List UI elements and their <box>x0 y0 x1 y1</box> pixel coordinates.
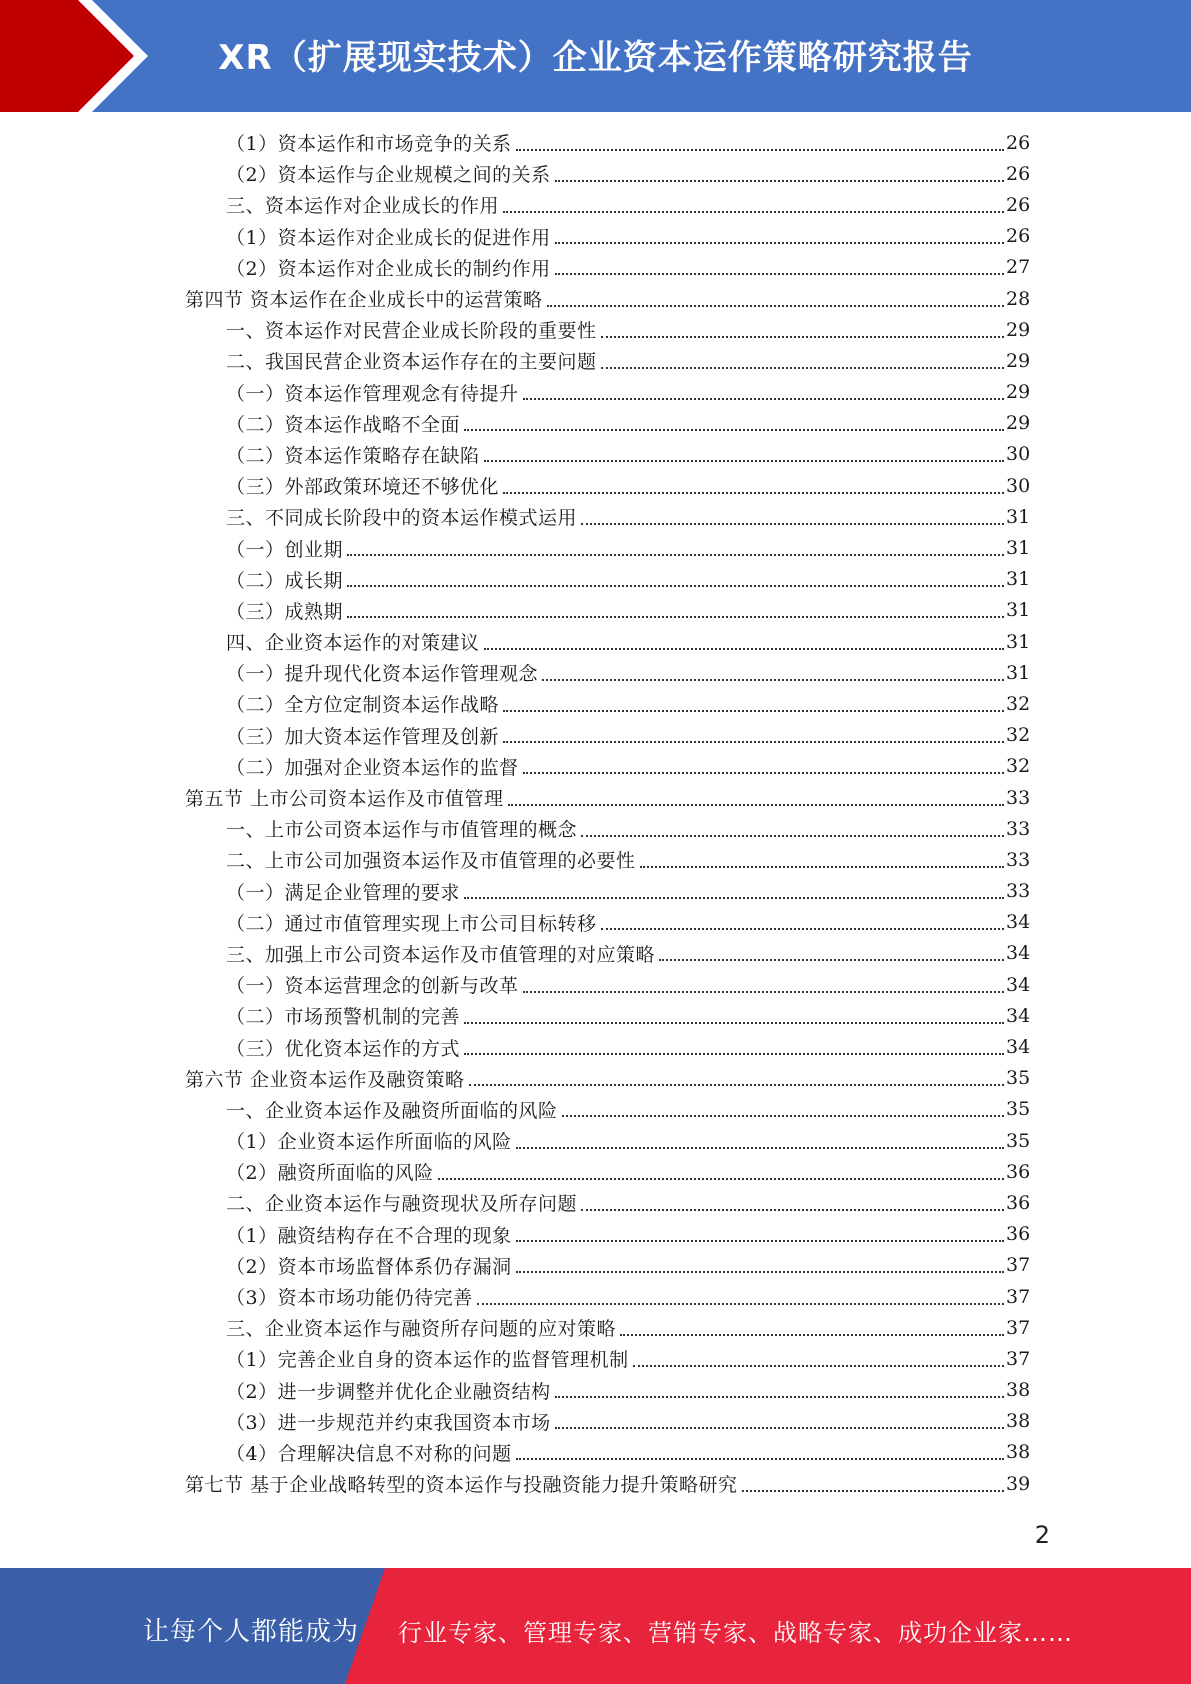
toc-entry[interactable] <box>0 1343 1191 1374</box>
toc-entry-page: 27 <box>1006 256 1031 279</box>
toc-entry[interactable] <box>0 720 1191 751</box>
report-title: XR（扩展现实技术）企业资本运作策略研究报告 <box>218 38 973 78</box>
toc-entry-title: （二）资本运作策略存在缺陷 <box>226 444 480 467</box>
toc-entry[interactable] <box>0 782 1191 813</box>
toc-entry[interactable] <box>0 1063 1191 1094</box>
toc-entry-title: （二）全方位定制资本运作战略 <box>226 694 500 717</box>
toc-entry-title: （1）资本运作和市场竞争的关系 <box>226 133 512 156</box>
toc-entry-title: （二）资本运作战略不全面 <box>226 413 461 436</box>
toc-entry-title: （3）资本市场功能仍待完善 <box>226 1287 473 1310</box>
toc-entry-page: 28 <box>1006 287 1031 310</box>
toc-entry-title: （4）合理解决信息不对称的问题 <box>226 1442 512 1465</box>
toc-dot-leader <box>547 305 1004 307</box>
toc-entry[interactable] <box>0 938 1191 969</box>
toc-entry-title: 四、企业资本运作的对策建议 <box>226 632 480 655</box>
toc-dot-leader <box>438 1178 1004 1180</box>
toc-entry-title: 三、加强上市公司资本运作及市值管理的对应策略 <box>226 943 656 966</box>
toc-entry[interactable] <box>0 1250 1191 1281</box>
toc-entry-page: 31 <box>1006 661 1031 684</box>
toc-dot-leader <box>555 242 1004 244</box>
toc-entry[interactable] <box>0 408 1191 439</box>
toc-entry[interactable] <box>0 1468 1191 1499</box>
toc-entry-title: （二）成长期 <box>226 569 344 592</box>
toc-entry-title: 三、不同成长阶段中的资本运作模式运用 <box>226 507 578 530</box>
toc-entry-page: 37 <box>1006 1254 1031 1277</box>
toc-dot-leader <box>503 492 1004 494</box>
toc-dot-leader <box>347 585 1004 587</box>
toc-entry[interactable] <box>0 345 1191 376</box>
page-number: 2 <box>1034 1521 1050 1549</box>
toc-entry[interactable] <box>0 1375 1191 1406</box>
toc-entry-title: （二）加强对企业资本运作的监督 <box>226 756 519 779</box>
toc-entry-page: 37 <box>1006 1316 1031 1339</box>
toc-entry-title: 一、企业资本运作及融资所面临的风险 <box>226 1099 558 1122</box>
toc-dot-leader <box>633 1365 1004 1367</box>
toc-entry-page: 33 <box>1006 817 1031 840</box>
toc-entry-title: （一）满足企业管理的要求 <box>226 881 461 904</box>
toc-entry-page: 32 <box>1006 724 1031 747</box>
toc-entry[interactable] <box>0 907 1191 938</box>
toc-entry[interactable] <box>0 1000 1191 1031</box>
toc-entry-page: 29 <box>1006 381 1031 404</box>
toc-entry-page: 32 <box>1006 755 1031 778</box>
toc-entry-page: 34 <box>1006 1036 1031 1059</box>
toc-entry[interactable] <box>0 532 1191 563</box>
toc-entry-title: （2）融资所面临的风险 <box>226 1162 434 1185</box>
toc-dot-leader <box>562 1115 1004 1117</box>
toc-entry-title: （一）创业期 <box>226 538 344 561</box>
toc-dot-leader <box>620 1334 1004 1336</box>
toc-entry-title: （1）资本运作对企业成长的促进作用 <box>226 226 551 249</box>
toc-entry-title: （2）资本运作与企业规模之间的关系 <box>226 164 551 187</box>
toc-entry-page: 34 <box>1006 1004 1031 1027</box>
toc-entry-page: 29 <box>1006 412 1031 435</box>
toc-entry-title: 第六节 企业资本运作及融资策略 <box>185 1068 465 1091</box>
toc-dot-leader <box>484 648 1004 650</box>
toc-entry-page: 36 <box>1006 1160 1031 1183</box>
toc-dot-leader <box>555 180 1004 182</box>
toc-entry-page: 38 <box>1006 1441 1031 1464</box>
toc-entry-page: 26 <box>1006 131 1031 154</box>
toc-entry[interactable] <box>0 377 1191 408</box>
toc-entry-page: 33 <box>1006 848 1031 871</box>
toc-entry[interactable] <box>0 1094 1191 1125</box>
toc-entry-page: 34 <box>1006 911 1031 934</box>
toc-dot-leader <box>581 1209 1004 1211</box>
toc-entry[interactable] <box>0 127 1191 158</box>
toc-dot-leader <box>581 835 1004 837</box>
toc-dot-leader <box>516 1458 1004 1460</box>
toc-entry[interactable] <box>0 283 1191 314</box>
toc-entry-page: 38 <box>1006 1410 1031 1433</box>
toc-entry-title: （2）资本市场监督体系仍存漏洞 <box>226 1255 512 1278</box>
toc-entry-title: 一、资本运作对民营企业成长阶段的重要性 <box>226 320 597 343</box>
toc-dot-leader <box>464 1022 1004 1024</box>
toc-dot-leader <box>542 679 1004 681</box>
toc-entry-page: 31 <box>1006 505 1031 528</box>
toc-entry-title: （三）加大资本运作管理及创新 <box>226 725 500 748</box>
toc-entry[interactable] <box>0 1281 1191 1312</box>
toc-entry-page: 37 <box>1006 1285 1031 1308</box>
toc-entry-page: 38 <box>1006 1379 1031 1402</box>
toc-entry-title: 第四节 资本运作在企业成长中的运营策略 <box>185 289 543 312</box>
toc-entry-title: 二、企业资本运作与融资现状及所存问题 <box>226 1193 578 1216</box>
toc-entry[interactable] <box>0 1219 1191 1250</box>
toc-entry-page: 35 <box>1006 1098 1031 1121</box>
toc-entry-title: （2）进一步调整并优化企业融资结构 <box>226 1380 551 1403</box>
toc-dot-leader <box>523 772 1004 774</box>
toc-entry-page: 31 <box>1006 630 1031 653</box>
toc-dot-leader <box>516 1147 1004 1149</box>
toc-entry[interactable] <box>0 1156 1191 1187</box>
toc-entry-title: 三、资本运作对企业成长的作用 <box>226 195 500 218</box>
table-of-contents <box>0 127 1191 1499</box>
toc-entry-title: 三、企业资本运作与融资所存问题的应对策略 <box>226 1318 617 1341</box>
page-header <box>0 0 1191 112</box>
toc-entry[interactable] <box>0 1125 1191 1156</box>
toc-entry-title: （3）进一步规范并约束我国资本市场 <box>226 1411 551 1434</box>
toc-entry-title: （三）成熟期 <box>226 600 344 623</box>
toc-entry-title: （二）市场预警机制的完善 <box>226 1006 461 1029</box>
toc-entry[interactable] <box>0 1187 1191 1218</box>
toc-entry[interactable] <box>0 969 1191 1000</box>
toc-dot-leader <box>523 398 1004 400</box>
toc-entry[interactable] <box>0 252 1191 283</box>
toc-dot-leader <box>555 1427 1004 1429</box>
toc-entry-page: 31 <box>1006 537 1031 560</box>
toc-dot-leader <box>464 1053 1004 1055</box>
toc-entry-title: （1）融资结构存在不合理的现象 <box>226 1224 512 1247</box>
toc-entry-title: 一、上市公司资本运作与市值管理的概念 <box>226 819 578 842</box>
toc-entry-page: 30 <box>1006 474 1031 497</box>
toc-entry-page: 29 <box>1006 318 1031 341</box>
toc-entry-title: 第七节 基于企业战略转型的资本运作与投融资能力提升策略研究 <box>185 1474 738 1497</box>
toc-entry[interactable] <box>0 1031 1191 1062</box>
toc-entry[interactable] <box>0 876 1191 907</box>
toc-dot-leader <box>464 429 1004 431</box>
toc-entry-page: 29 <box>1006 349 1031 372</box>
toc-dot-leader <box>523 991 1004 993</box>
toc-dot-leader <box>484 460 1004 462</box>
toc-entry[interactable] <box>0 1312 1191 1343</box>
toc-entry[interactable] <box>0 158 1191 189</box>
toc-entry[interactable] <box>0 1437 1191 1468</box>
footer-slogan-left: 让每个人都能成为 <box>143 1617 360 1647</box>
toc-dot-leader <box>555 273 1004 275</box>
toc-dot-leader <box>347 554 1004 556</box>
toc-dot-leader <box>601 928 1004 930</box>
toc-entry-page: 31 <box>1006 599 1031 622</box>
toc-entry-page: 39 <box>1006 1472 1031 1495</box>
toc-entry-page: 35 <box>1006 1067 1031 1090</box>
toc-dot-leader <box>555 1396 1004 1398</box>
toc-dot-leader <box>464 897 1004 899</box>
toc-dot-leader <box>477 1303 1004 1305</box>
toc-entry-title: （1）完善企业自身的资本运作的监督管理机制 <box>226 1349 629 1372</box>
toc-entry-page: 34 <box>1006 942 1031 965</box>
toc-entry-title: 二、我国民营企业资本运作存在的主要问题 <box>226 351 597 374</box>
toc-entry-page: 33 <box>1006 880 1031 903</box>
toc-entry[interactable] <box>0 813 1191 844</box>
toc-entry-page: 26 <box>1006 193 1031 216</box>
toc-entry-title: （三）外部政策环境还不够优化 <box>226 476 500 499</box>
toc-entry-page: 36 <box>1006 1223 1031 1246</box>
toc-entry[interactable] <box>0 751 1191 782</box>
toc-entry[interactable] <box>0 1406 1191 1437</box>
toc-dot-leader <box>503 741 1004 743</box>
toc-entry-title: 二、上市公司加强资本运作及市值管理的必要性 <box>226 850 636 873</box>
toc-entry[interactable] <box>0 501 1191 532</box>
toc-entry-title: （1）企业资本运作所面临的风险 <box>226 1131 512 1154</box>
toc-dot-leader <box>659 959 1004 961</box>
toc-dot-leader <box>516 1240 1004 1242</box>
toc-entry-page: 26 <box>1006 162 1031 185</box>
toc-entry-title: （一）资本运营理念的创新与改革 <box>226 975 519 998</box>
toc-entry-page: 35 <box>1006 1129 1031 1152</box>
toc-dot-leader <box>601 336 1004 338</box>
toc-entry-page: 36 <box>1006 1191 1031 1214</box>
toc-entry[interactable] <box>0 221 1191 252</box>
toc-entry-page: 30 <box>1006 443 1031 466</box>
toc-dot-leader <box>742 1490 1004 1492</box>
toc-entry-title: （2）资本运作对企业成长的制约作用 <box>226 257 551 280</box>
toc-entry-page: 34 <box>1006 973 1031 996</box>
page-footer <box>0 1568 1191 1684</box>
toc-entry[interactable] <box>0 844 1191 875</box>
toc-entry[interactable] <box>0 439 1191 470</box>
toc-dot-leader <box>469 1084 1004 1086</box>
toc-entry-title: （二）通过市值管理实现上市公司目标转移 <box>226 912 597 935</box>
toc-entry-page: 33 <box>1006 786 1031 809</box>
toc-entry-page: 26 <box>1006 225 1031 248</box>
toc-dot-leader <box>640 866 1004 868</box>
toc-entry-page: 31 <box>1006 568 1031 591</box>
toc-entry-title: （一）资本运作管理观念有待提升 <box>226 382 519 405</box>
toc-dot-leader <box>516 1271 1004 1273</box>
toc-dot-leader <box>347 616 1004 618</box>
toc-entry[interactable] <box>0 189 1191 220</box>
footer-slogan-right: 行业专家、管理专家、营销专家、战略专家、成功企业家…… <box>398 1619 1073 1647</box>
toc-dot-leader <box>601 367 1004 369</box>
toc-entry[interactable] <box>0 626 1191 657</box>
toc-entry-page: 32 <box>1006 692 1031 715</box>
toc-entry[interactable] <box>0 595 1191 626</box>
toc-entry[interactable] <box>0 314 1191 345</box>
toc-entry-title: （一）提升现代化资本运作管理观念 <box>226 663 539 686</box>
toc-dot-leader <box>503 211 1004 213</box>
toc-entry-title: （三）优化资本运作的方式 <box>226 1037 461 1060</box>
toc-entry-title: 第五节 上市公司资本运作及市值管理 <box>185 788 504 811</box>
toc-dot-leader <box>516 149 1004 151</box>
toc-entry[interactable] <box>0 657 1191 688</box>
toc-entry[interactable] <box>0 564 1191 595</box>
toc-entry-page: 37 <box>1006 1347 1031 1370</box>
toc-entry[interactable] <box>0 470 1191 501</box>
toc-entry[interactable] <box>0 688 1191 719</box>
toc-dot-leader <box>581 523 1004 525</box>
toc-dot-leader <box>508 804 1004 806</box>
toc-dot-leader <box>503 710 1004 712</box>
